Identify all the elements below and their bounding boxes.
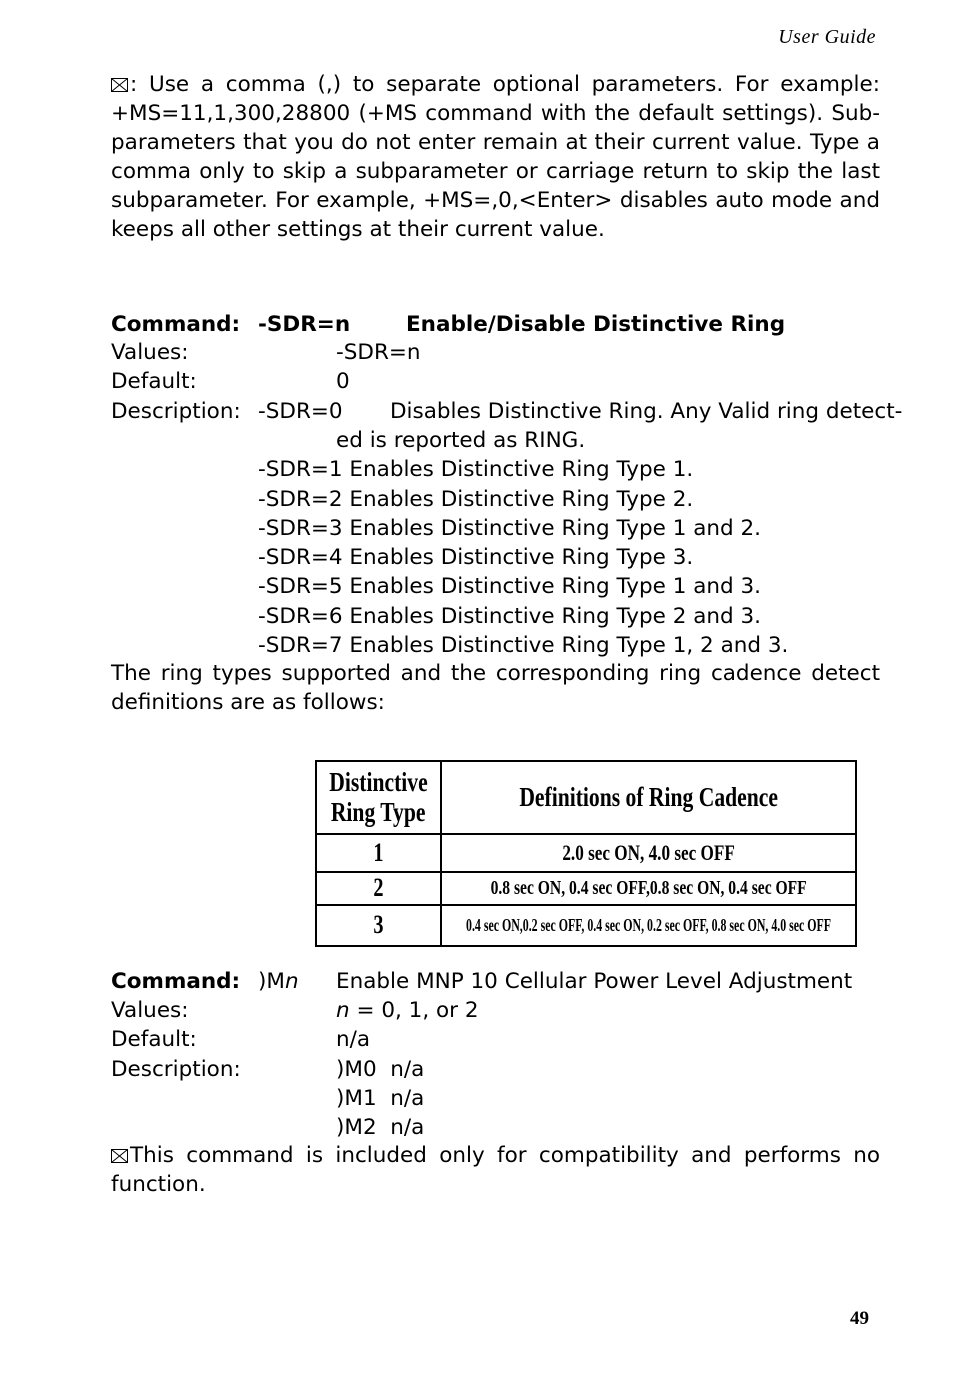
header-line: Distinctive	[329, 767, 428, 798]
command-name	[258, 967, 299, 996]
table-header-row	[316, 761, 856, 834]
description-label: Description:	[111, 1057, 241, 1082]
ring-type-cell	[316, 905, 441, 946]
sdr-item-text: -SDR=4 Enables Distinctive Ring Type 3.	[258, 545, 694, 570]
envelope-note-icon	[111, 1149, 128, 1163]
ring-type-value: 2	[373, 873, 384, 903]
cadence-value: 0.8 sec ON, 0.4 sec OFF,0.8 sec ON, 0.4 sec OFF	[490, 876, 807, 899]
values-rest: = 0, 1, or 2	[349, 998, 479, 1023]
ring-type-cell	[316, 872, 441, 904]
cadence-value: 2.0 sec ON, 4.0 sec OFF	[562, 839, 735, 865]
note-text: : Use a comma (,) to separate optional parameters. For example: +MS=11,1,300,28800 (+MS command with the default settings). Sub-parameters that you do not enter remain at their current value. Type a comma only to skip a subparameter or carriage return to skip the last subparameter. For example, +MS=,0,<Enter> disables auto mode and keeps all other settings at their current value.	[111, 72, 880, 242]
running-header: User Guide	[778, 26, 876, 48]
command-prefix: )M	[258, 969, 285, 994]
sdr-item-text: -SDR=1 Enables Distinctive Ring Type 1.	[258, 457, 694, 482]
command-description: Enable/Disable Distinctive Ring	[406, 312, 786, 337]
sdr-item-text: -SDR=3 Enables Distinctive Ring Type 1 and 2.	[258, 516, 762, 541]
ring-cadence-table	[315, 760, 857, 947]
values-text	[336, 996, 479, 1025]
cadence-cell	[441, 834, 856, 872]
values-text: -SDR=n	[336, 340, 421, 365]
cadence-cell	[441, 905, 856, 946]
values-label: Values:	[111, 998, 189, 1023]
values-variable: n	[336, 998, 350, 1023]
mn-item: )M2 n/a	[336, 1115, 425, 1140]
default-label: Default:	[111, 369, 197, 394]
table-row	[316, 872, 856, 904]
command-label: Command:	[111, 969, 241, 994]
cadence-cell	[441, 872, 856, 904]
sdr-item-text: -SDR=2 Enables Distinctive Ring Type 2.	[258, 487, 694, 512]
sdr-item-code: -SDR=0	[258, 399, 343, 424]
table-row	[316, 834, 856, 872]
ring-type-cell	[316, 834, 441, 872]
command-variable: n	[284, 969, 299, 994]
page-number: 49	[850, 1308, 869, 1329]
ring-type-value: 1	[373, 837, 384, 867]
ring-types-intro: The ring types supported and the corresponding ring cadence detect definitions are as follows:	[111, 661, 880, 715]
sdr-item-text: Disables Distinctive Ring. Any Valid ring detect-	[390, 399, 903, 424]
header-text: Definitions of Ring Cadence	[519, 781, 778, 812]
table-header-ring-type	[316, 761, 441, 834]
command-name: -SDR=n	[258, 312, 351, 337]
command-description: Enable MNP 10 Cellular Power Level Adjustment	[336, 969, 853, 994]
sdr-item-text: -SDR=6 Enables Distinctive Ring Type 2 and 3.	[258, 604, 762, 629]
note-paragraph	[111, 70, 880, 244]
sdr-item-text: -SDR=5 Enables Distinctive Ring Type 1 and 3.	[258, 574, 762, 599]
header-line: Ring Type	[331, 797, 426, 828]
mn-item: )M0 n/a	[336, 1057, 425, 1082]
description-label: Description:	[111, 399, 241, 424]
cadence-value: 0.4 sec ON,0.2 sec OFF, 0.4 sec ON, 0.2 sec OFF, 0.8 sec ON, 4.0 sec OFF	[466, 914, 832, 935]
envelope-note-icon	[111, 78, 128, 92]
default-value: 0	[336, 369, 350, 394]
default-label: Default:	[111, 1027, 197, 1052]
table-header-cadence	[441, 761, 856, 834]
table-row	[316, 905, 856, 946]
mn-item: )M1 n/a	[336, 1086, 425, 1111]
mn-note-text: This command is included only for compatibility and performs no function.	[111, 1143, 880, 1197]
default-value: n/a	[336, 1027, 371, 1052]
command-label: Command:	[111, 312, 241, 337]
mn-note-paragraph	[111, 1141, 880, 1199]
sdr-item-text-cont: ed is reported as RING.	[336, 428, 586, 453]
ring-type-value: 3	[373, 910, 384, 940]
sdr-item-text: -SDR=7 Enables Distinctive Ring Type 1, 2 and 3.	[258, 633, 789, 658]
values-label: Values:	[111, 340, 189, 365]
